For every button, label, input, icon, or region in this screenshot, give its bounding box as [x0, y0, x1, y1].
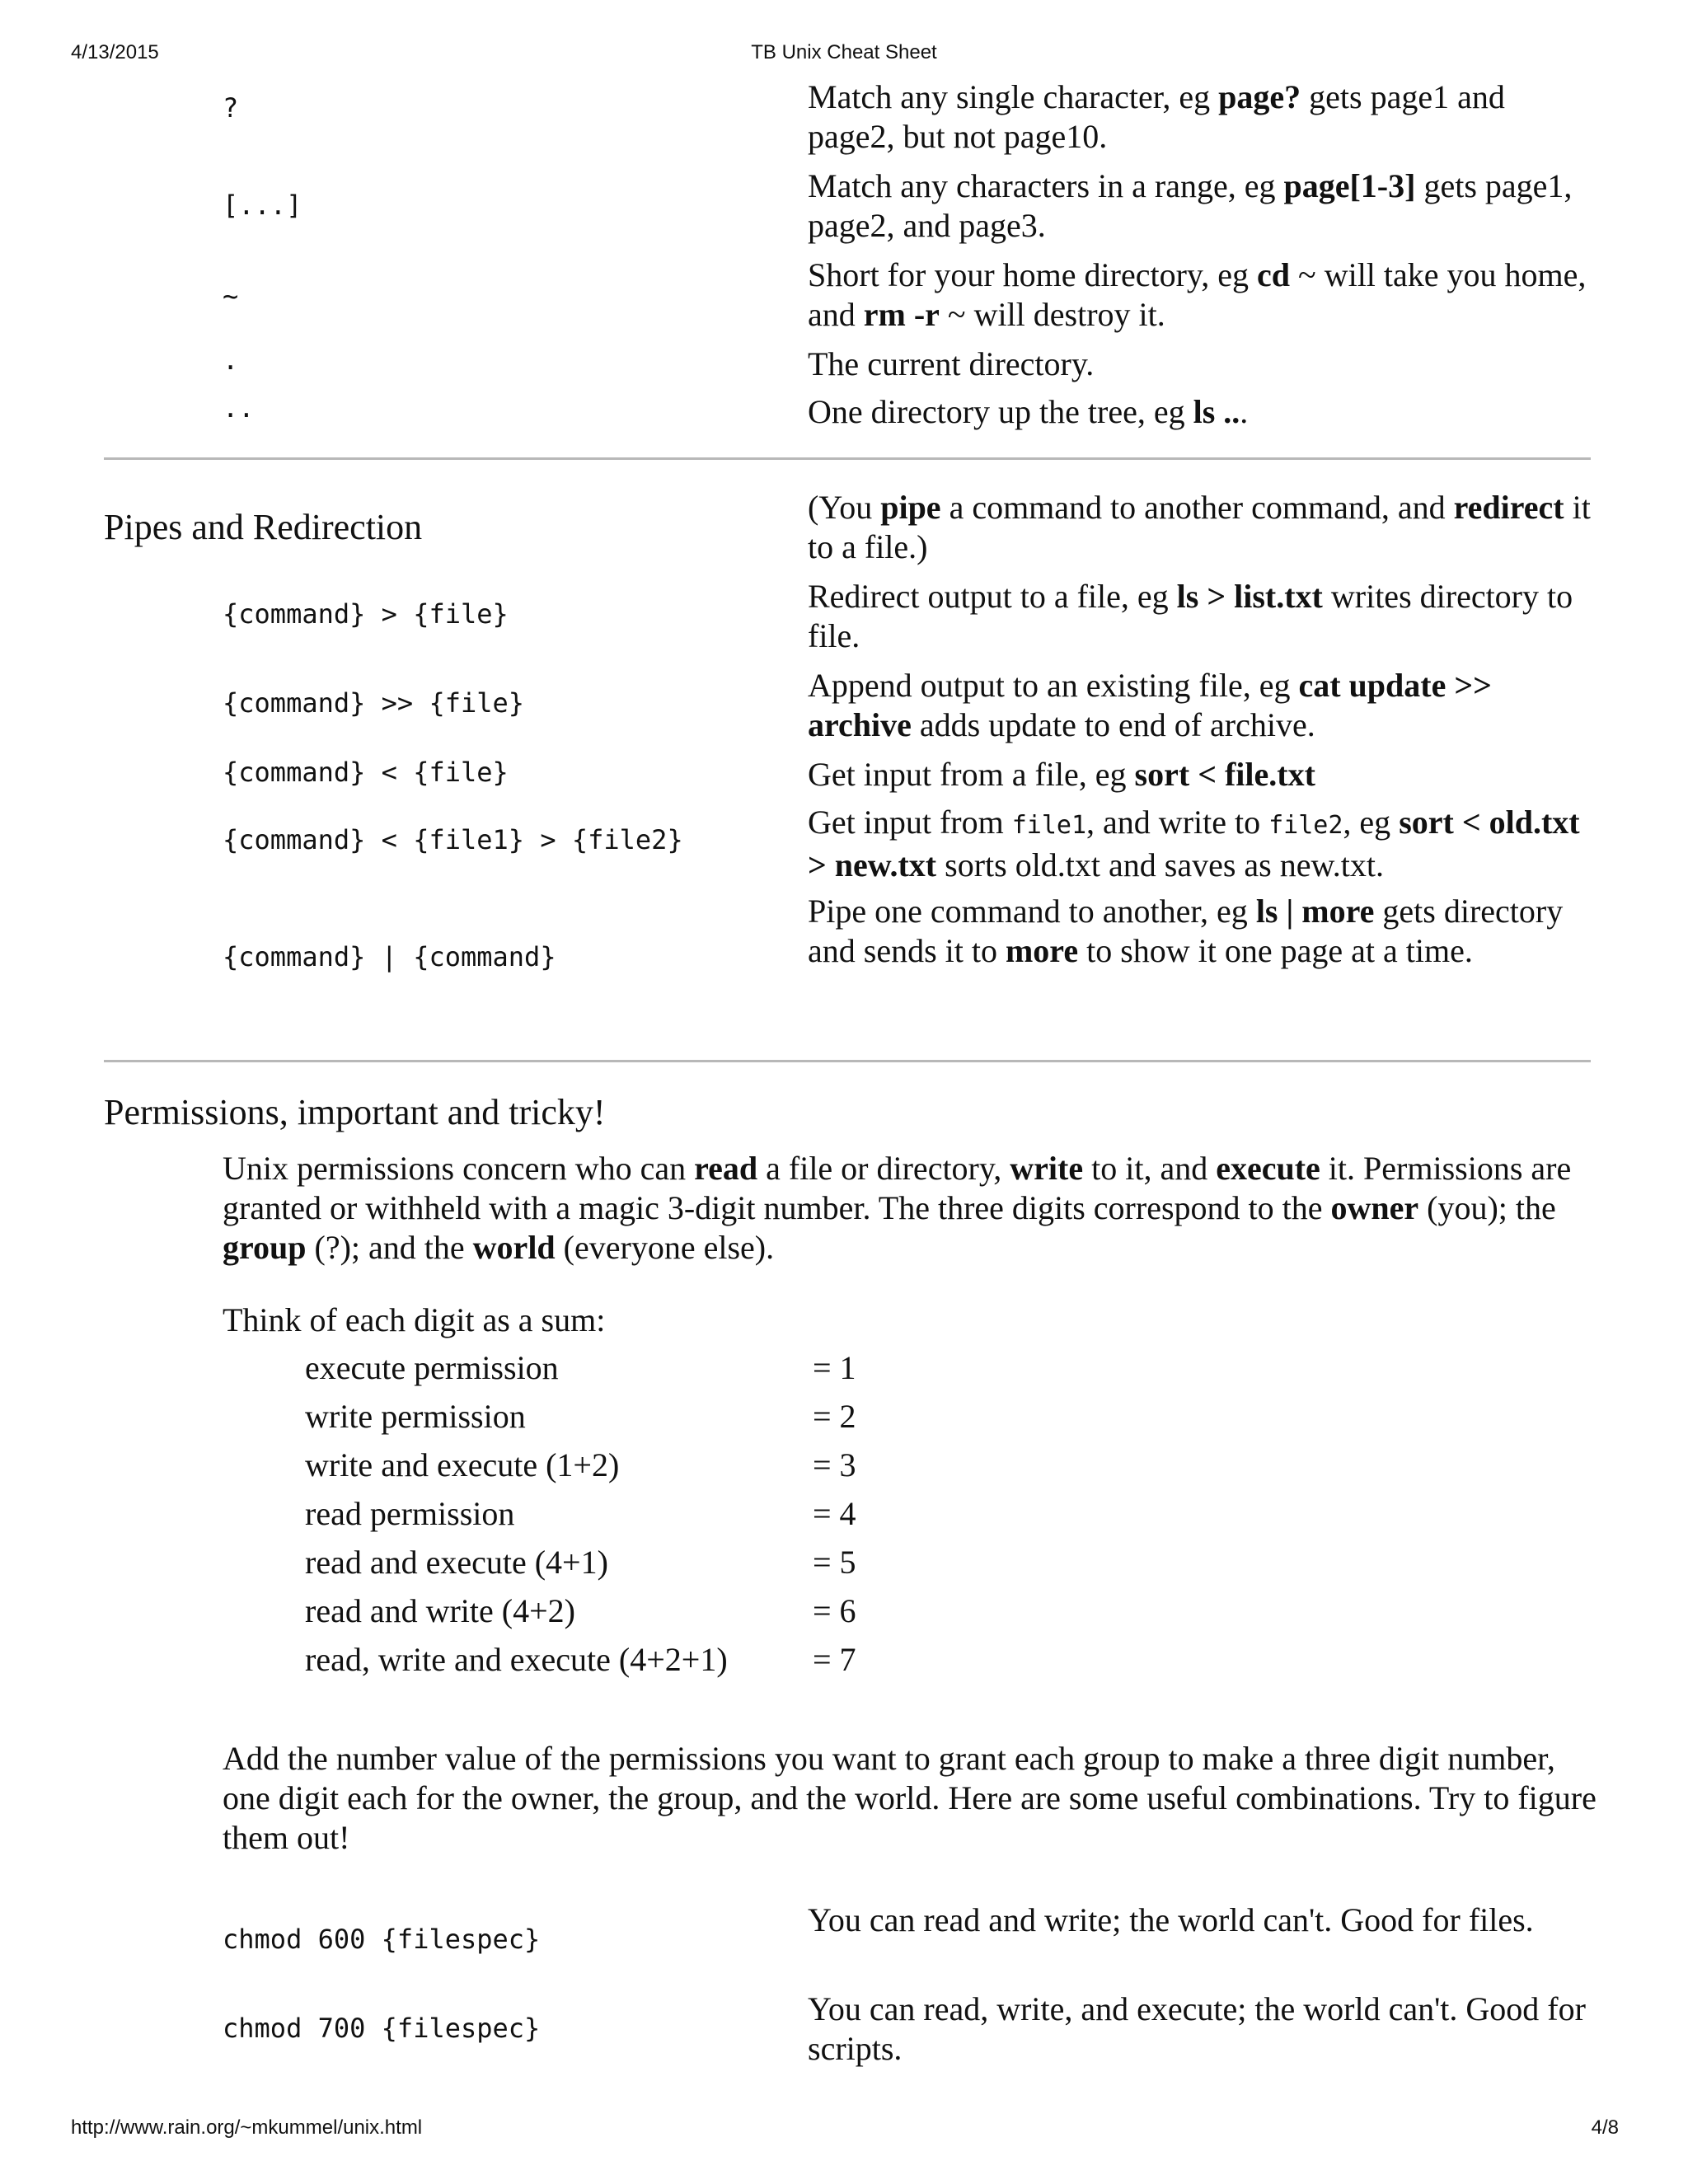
- pipe-desc: Get input from a file, eg sort < file.txt: [808, 756, 1315, 793]
- footer-page-number: 4/8: [1591, 2116, 1619, 2139]
- chmod-command: chmod 700 {filespec}: [223, 2013, 541, 2044]
- wildcard-desc: Short for your home directory, eg cd ~ will take you home, and rm -r ~ will destroy it.: [808, 256, 1587, 333]
- permission-label: read, write and execute (4+2+1): [305, 1641, 728, 1678]
- permission-label: write permission: [305, 1398, 526, 1435]
- pipe-desc: Pipe one command to another, eg ls | more gets directory and sends it to more to show it one page at a time.: [808, 893, 1564, 969]
- pipe-command: {command} >> {file}: [223, 687, 525, 719]
- pipes-heading: Pipes and Redirection: [104, 507, 423, 547]
- header-date: 4/13/2015: [71, 41, 159, 63]
- chmod-desc: You can read, write, and execute; the world can't. Good for scripts.: [808, 1990, 1586, 2067]
- permission-value: = 4: [813, 1495, 856, 1532]
- permission-label: execute permission: [305, 1349, 559, 1386]
- chmod-command: chmod 600 {filespec}: [223, 1924, 541, 1955]
- permission-label: write and execute (1+2): [305, 1446, 620, 1483]
- pipe-command: {command} | {command}: [223, 941, 556, 972]
- permission-label: read and write (4+2): [305, 1592, 575, 1629]
- permission-label: read and execute (4+1): [305, 1544, 608, 1581]
- permissions-intro: Unix permissions concern who can read a file or directory, write to it, and execute it. Permissions are granted or withheld with a magic 3-digit number. The three digits correspond to the owner (you); the group (?); and the world (everyone else).: [223, 1150, 1572, 1266]
- pipe-desc: Append output to an existing file, eg cat update >> archive adds update to end of archive.: [808, 667, 1492, 743]
- permissions-heading: Permissions, important and tricky!: [104, 1092, 606, 1132]
- pipe-command: {command} < {file1} > {file2}: [223, 824, 683, 855]
- section-divider: [104, 457, 1591, 460]
- pipe-command: {command} < {file}: [223, 757, 509, 788]
- permission-label: read permission: [305, 1495, 515, 1532]
- wildcard-symbol: ~: [223, 280, 239, 312]
- pipes-intro: (You pipe a command to another command, and redirect it to a file.): [808, 489, 1591, 565]
- permission-value: = 6: [813, 1592, 856, 1629]
- wildcard-desc: Match any characters in a range, eg page[1-3] gets page1, page2, and page3.: [808, 167, 1573, 244]
- wildcard-symbol: ?: [223, 92, 239, 124]
- permission-value: = 2: [813, 1398, 856, 1435]
- footer-url: http://www.rain.org/~mkummel/unix.html: [71, 2116, 423, 2139]
- chmod-desc: You can read and write; the world can't. Good for files.: [808, 1901, 1534, 1938]
- pipe-desc: Redirect output to a file, eg ls > list.txt writes directory to file.: [808, 578, 1573, 654]
- pipe-command: {command} > {file}: [223, 598, 509, 630]
- header-title: TB Unix Cheat Sheet: [751, 41, 937, 63]
- permission-value: = 3: [813, 1446, 856, 1483]
- wildcard-desc: Match any single character, eg page? gets page1 and page2, but not page10.: [808, 78, 1505, 155]
- wildcard-symbol: ..: [223, 392, 255, 424]
- wildcard-symbol: .: [223, 344, 239, 376]
- permission-value: = 5: [813, 1544, 856, 1581]
- wildcard-symbol: [...]: [223, 190, 302, 221]
- permissions-sum-intro: Think of each digit as a sum:: [223, 1301, 606, 1338]
- permission-value: = 1: [813, 1349, 856, 1386]
- permissions-outro: Add the number value of the permissions you want to grant each group to make a three digit number, one digit each for the owner, the group, and the world. Here are some useful combinations. Try to figure them out!: [223, 1740, 1597, 1856]
- wildcard-desc: One directory up the tree, eg ls ...: [808, 393, 1249, 430]
- permission-value: = 7: [813, 1641, 856, 1678]
- pipe-desc: Get input from file1, and write to file2, eg sort < old.txt > new.txt sorts old.txt and saves as new.txt.: [808, 804, 1580, 883]
- section-divider: [104, 1060, 1591, 1062]
- wildcard-desc: The current directory.: [808, 345, 1095, 382]
